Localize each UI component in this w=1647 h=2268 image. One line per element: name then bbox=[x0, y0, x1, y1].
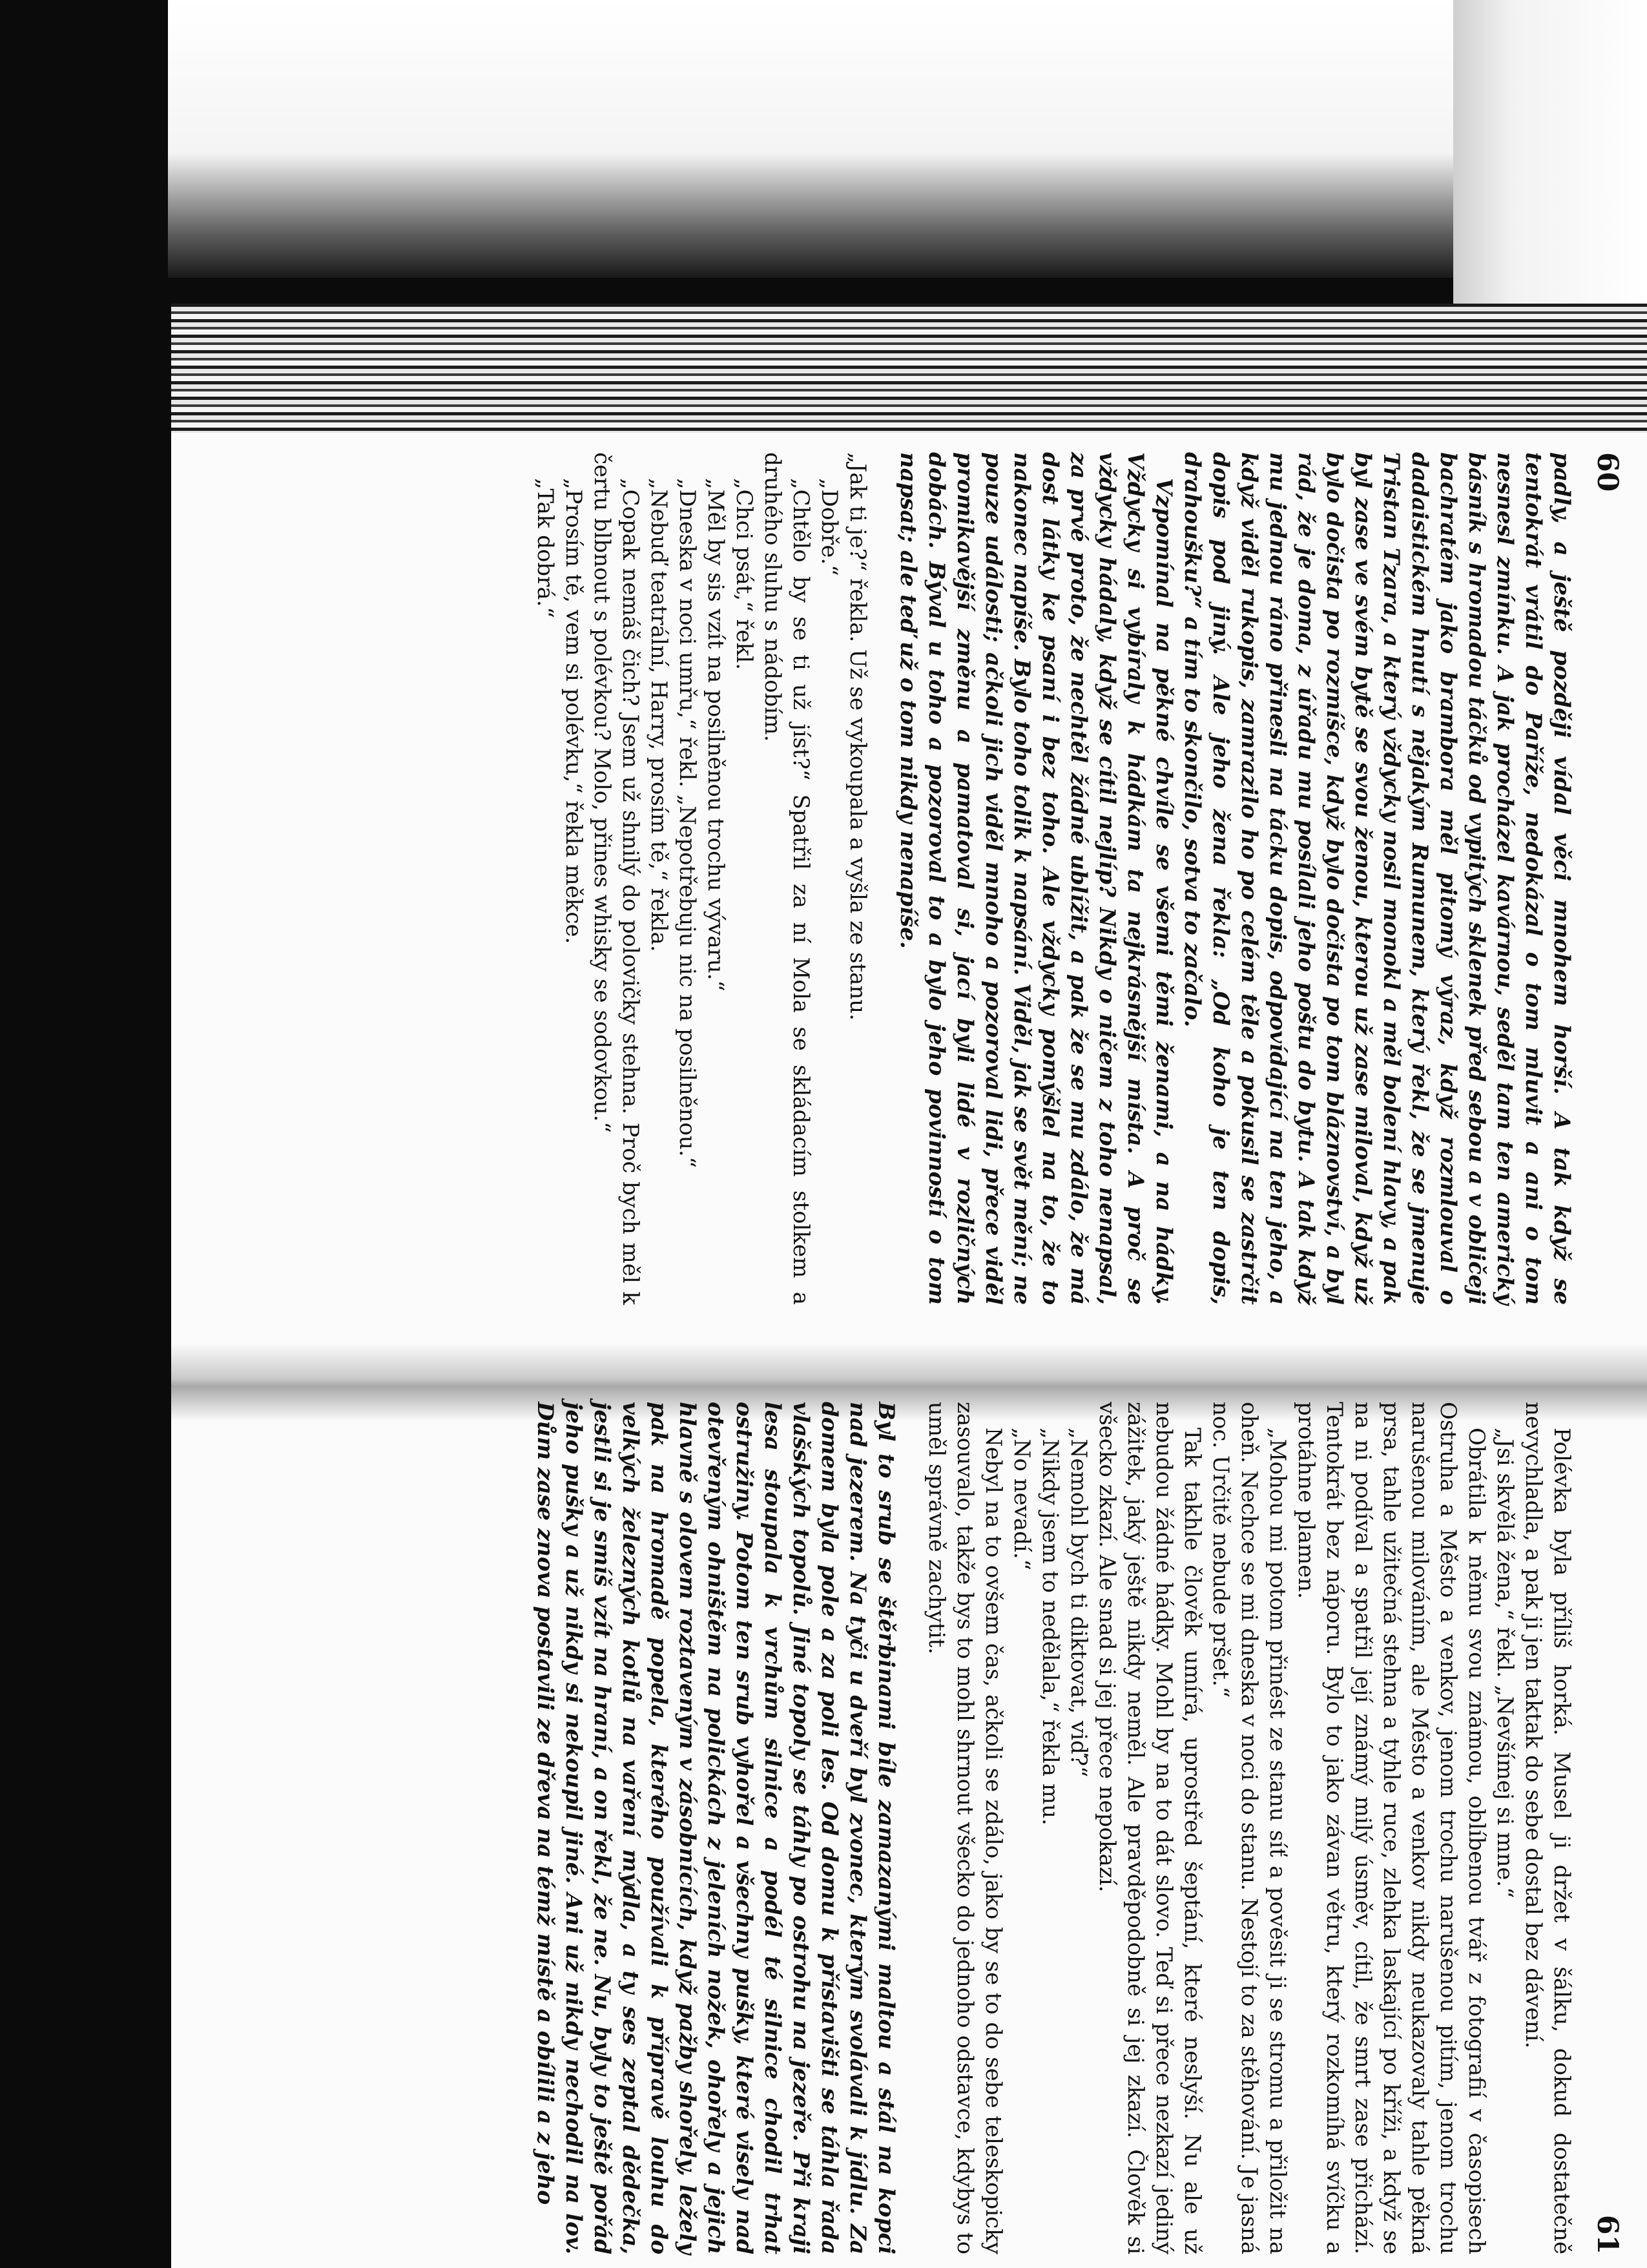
paragraph: „Nemohl bych ti diktovat, viď?“ bbox=[1066, 1428, 1092, 1778]
page-edges bbox=[171, 304, 1647, 433]
dialogue-line: „Měl by sis vzít na posilněnou trochu vývaru.“ bbox=[703, 478, 729, 992]
paragraph: Nebyl na to ovšem čas, ačkoli se zdálo, jako by se to do sebe teleskopicky zasouvalo, takže bys to mohl shrnout všecko do jednoho odstavce, kdybys to uměl správně zachytit. bbox=[924, 1402, 1006, 2254]
page-number-right: 61 bbox=[1591, 2214, 1624, 2254]
dialogue-line: „Jak ti je?“ řekla. Už se vykoupala a vyšla ze stanu. bbox=[845, 452, 871, 1021]
dialogue-line: „Chci psát,“ řekl. bbox=[731, 478, 757, 671]
dialogue-line: „Nebuď teatrální, Harry, prosím tě,“ řekla. bbox=[646, 478, 672, 952]
dialogue-line: „Tak dobrá.“ bbox=[532, 478, 558, 618]
dialogue-line: „Chtělo by se ti už jíst?“ Spatřil za ní Mola se skládacím stolkem a druhého sluhu s nádobím. bbox=[760, 452, 814, 1305]
section-break bbox=[900, 1402, 922, 2254]
book-spread bbox=[194, 452, 1624, 2261]
right-page-body bbox=[531, 1402, 1576, 2254]
italic-paragraph: Vzpomínal na pěkné chvíle se všemi těmi ženami, a na hádky. Vždycky si vybíraly k hádkám ta nejkrásnější místa. A proč se vždycky hádaly, když se cítil nejlíp? Nikdy o ničem z toho nenapsal, za prvé proto, že nechtěl žádné ublížit, a pak že se mu zdálo, že má dost látky ke psaní i bez toho. Ale vždycky pomýšlel na to, že to nakonec napíše. Bylo toho tolik k napsání. Viděl, jak se svět mění; ne pouze události; ačkoli jich viděl mnoho a pozoroval lidi, přece viděl promikavější změnu a pamatoval si, jací byli lidé v rozličných dobách. Býval u toho a pozoroval to a bylo jeho povinností o tom napsat; ale teď už o tom nikdy nenapíše. bbox=[895, 452, 1177, 1305]
dialogue-line: „Copak nemáš čich? Jsem už shnilý do polovičky stehna. Proč bych měl k čertu blbnout s polévkou? Molo, přines whisky se sodovkou.“ bbox=[589, 452, 643, 1305]
paragraph: Polévka byla příliš horká. Musel ji držet v šálku, dokud dostatečně nevychladla, a pak ji jen taktak do sebe dostal bez dávení. bbox=[1520, 1402, 1575, 2254]
paragraph: „No nevadí.“ bbox=[1009, 1428, 1035, 1570]
left-page bbox=[194, 452, 1624, 1305]
dialogue-line: „Prosím tě, vem si polévku,“ řekla měkce. bbox=[561, 478, 586, 944]
italic-paragraph: padly, a ještě později vídal věci mnohem horší. A tak když se tentokrát vrátil do Paříže, nedokázal o tom mluvit a ani o tom nesnesl zmínku. A jak procházel kavárnou, seděl tam ten americký básník s hromadou táčků od vypitých sklenek před sebou a v obličeji bachratém jako brambora měl pitomý výraz, když rozmlouval o dadaistickém hnutí s nějakým Rumunem, který řekl, že se jmenuje Tristan Tzara, a který vždycky nosil monokl a měl bolení hlavy, a pak byl zase ve svém bytě se svou ženou, kterou už zase miloval, když už bylo dočista po rozmíšce, když bylo dočista po tom bláznovství, a byl rád, že je doma, z úřadu mu posílali jeho poštu do bytu. A tak když mu jednou ráno přinesli na tácku dopis, odpovídající na ten jeho, a když viděl rukopis, zamrazilo ho po celém těle a pokusil se zastrčit dopis pod jiný. Ale jeho žena řekla: „Od koho je ten dopis, drahoušku?“ a tím to skončilo, sotva to začalo. bbox=[1179, 452, 1575, 1305]
page-number-left: 60 bbox=[1591, 452, 1624, 492]
paragraph: „Nikdy jsem to nedělala,“ řekla mu. bbox=[1037, 1428, 1063, 1826]
dialogue-line: „Dneska v noci umřu,“ řekl. „Nepotřebuju nic na posilněnou.“ bbox=[674, 478, 700, 1169]
section-break bbox=[872, 452, 894, 1305]
right-page bbox=[194, 1402, 1624, 2254]
scanner-glare-top bbox=[168, 0, 1647, 278]
paragraph: „Jsi skvělá žena,“ řekl. „Nevšímej si mne.“ bbox=[1492, 1428, 1518, 1899]
paragraph: Obrátila k němu svou známou, oblíbenou tvář z fotografií v časopisech Ostruha a Město a venkov, jenom trochu narušenou pitím, jenom trochu narušenou milováním, ale Město a venkov nikdy neukazovaly tahle pěkná prsa, tahle užitečná stehna a tyhle ruce, zlehka laskající po kříži, a když se na ni podíval a spatřil její známý milý úsměv, cítil, že smrt zase přichází. Tentokrát bez náporu. Bylo to jako závan větru, který rozkomíhá svíčku a protáhne plamen. bbox=[1293, 1402, 1489, 2254]
paragraph: Tak takhle člověk umírá, uprostřed šeptání, které neslyší. Nu ale už nebudou žádné hádky. Mohl by na to dát slovo. Teď si přece nezkazí jediný zážitek, jaký ještě nikdy neměl. Ale pravděpodobně si jej zkazí. Člověk si všecko zkazí. Ale snad si jej přece nepokazí. bbox=[1094, 1402, 1205, 2254]
left-page-body bbox=[531, 452, 1576, 1305]
dialogue-line: „Dobře.“ bbox=[816, 478, 842, 576]
italic-paragraph: Byl to srub se štěrbinami bíle zamazanými maltou a stál na kopci nad jezerem. Na tyči u dveří byl zvonec, kterým svolávali k jídlu. Za domem byla pole a za poli les. Od domu k přístavišti se táhla řada vlašských topolů. Jiné topoly se táhly po ostrohu na jezeře. Při kraji lesa stoupala k vrchům silnice a podél té silnice chodil trhat ostružiny. Potom ten srub vyhořel a všechny pušky, které visely nad otevřeným ohništěm na polickách z jeleních nožek, ohořely a jejich hlavně s olovem roztaveným v zásobnících, když pažby shořely, ležely pak na hromadě popela, kterého používali k přípravě louhu do velkých železných kotlů na vaření mýdla, a ty ses zeptal dědečka, jestli si je smíš vzít na hraní, a on řekl, že ne. Nu, byly to ještě pořád jeho pušky a už nikdy si nekoupil jiné. Ani už nikdy nechodil na lov. Dům zase znova postavili ze dřeva na témž místě a obílili a z jeho bbox=[532, 1402, 899, 2254]
paragraph: „Mohou mi potom přinést ze stanu síť a pověsit ji se stromu a přiložit na oheň. Nechce se mi dneska v noci do stanu. Nestojí to za stěhování. Je jasná noc. Určitě nebude pršet.“ bbox=[1208, 1402, 1290, 2254]
